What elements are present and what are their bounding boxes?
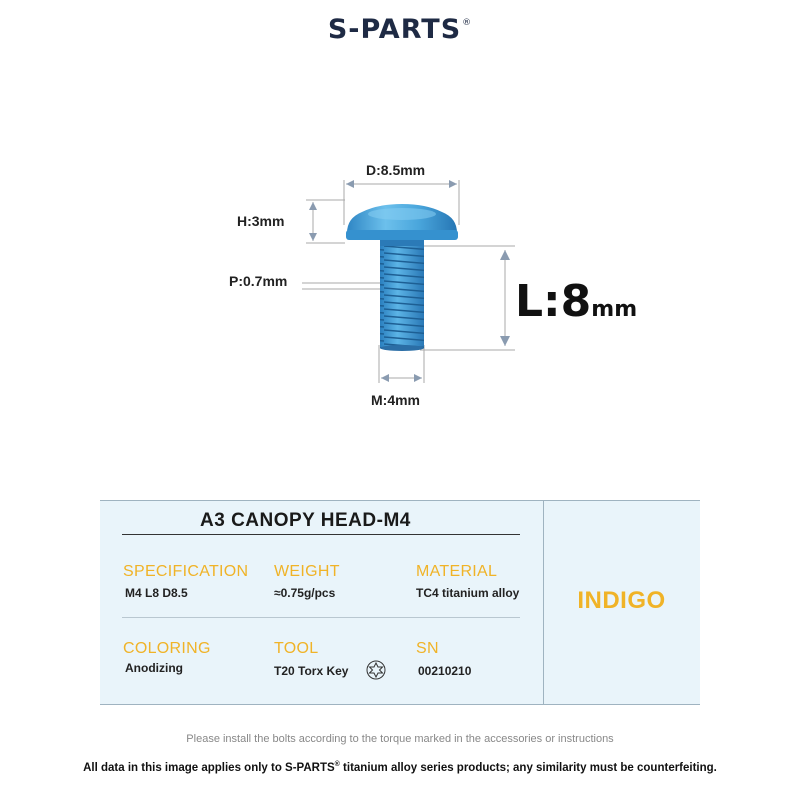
disclaimer: All data in this image applies only to S-PARTS® titanium alloy series products; any similarity must be counterfeiting.: [83, 761, 717, 774]
material-value: TC4 titanium alloy: [416, 586, 520, 600]
coloring-value: Anodizing: [125, 661, 183, 675]
bolt-illustration: [0, 100, 800, 500]
color-name: INDIGO: [577, 587, 666, 614]
divider: [122, 534, 520, 535]
length-label: L:8mm: [515, 276, 638, 327]
spec-panel: [100, 500, 700, 705]
sn-value: 00210210: [418, 664, 472, 678]
tool-value: T20 Torx Key: [274, 664, 349, 678]
install-note: Please install the bolts according to the torque marked in the accessories or instructions: [186, 733, 614, 745]
pitch-label: P:0.7mm: [229, 273, 288, 289]
torx-icon: [366, 660, 386, 680]
weight-label: WEIGHT: [274, 563, 340, 580]
specification-value: M4 L8 D8.5: [125, 586, 188, 600]
material-label: MATERIAL: [416, 563, 498, 580]
product-title: A3 CANOPY HEAD-M4: [200, 510, 411, 531]
thread-label: M:4mm: [371, 392, 421, 408]
coloring-label: COLORING: [123, 640, 211, 657]
height-label: H:3mm: [237, 213, 285, 229]
brand-logo: S-PARTS®: [327, 14, 473, 45]
weight-value: ≈0.75g/pcs: [274, 586, 336, 600]
divider: [122, 617, 520, 618]
tool-label: TOOL: [274, 640, 319, 657]
sn-label: SN: [416, 640, 439, 657]
diameter-label: D:8.5mm: [366, 162, 426, 178]
specification-label: SPECIFICATION: [123, 563, 249, 580]
